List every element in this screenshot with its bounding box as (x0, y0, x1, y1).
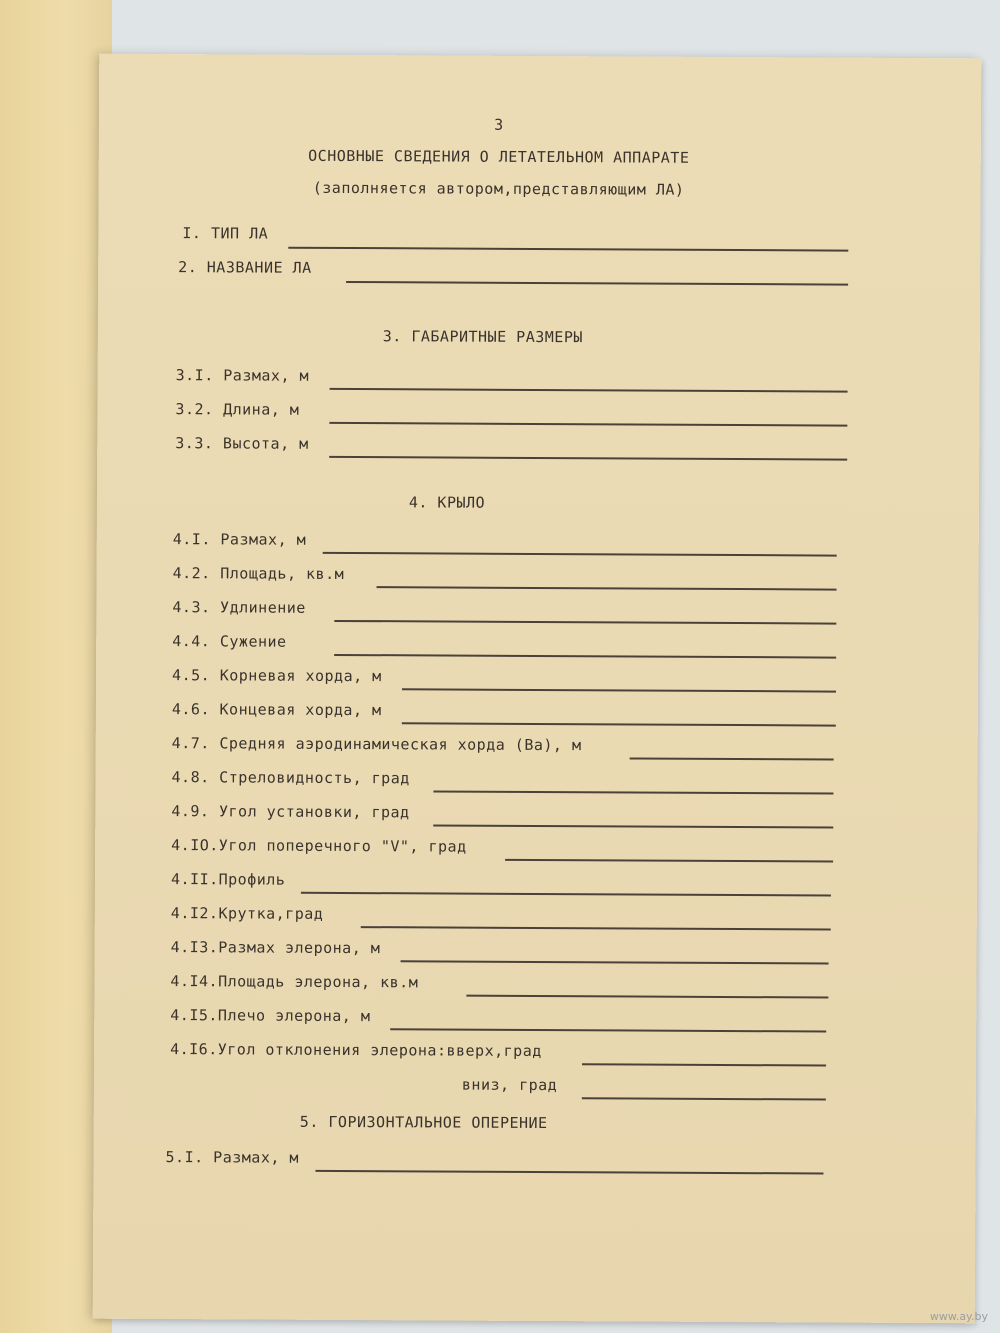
item-4-4-label: 4.4. Сужение (172, 632, 287, 651)
item-4-3-line[interactable] (334, 620, 836, 625)
field-type-label: I. ТИП ЛА (182, 224, 269, 243)
item-4-13-label: 4.I3.Размах элерона, м (170, 938, 381, 958)
item-4-4-line[interactable] (334, 654, 836, 659)
item-4-7-label: 4.7. Средняя аэродинамическая хорда (Ва), м (171, 734, 582, 755)
page-subtitle: (заполняется автором,представляющим ЛА) (312, 178, 685, 199)
item-4-10-label: 4.IO.Угол поперечного "V", град (171, 836, 467, 856)
item-4-12-label: 4.I2.Крутка,град (170, 904, 324, 923)
item-4-16-label: 4.I6.Угол отклонения элерона:вверх,град (170, 1040, 542, 1061)
field-type-line[interactable] (288, 247, 848, 252)
field-name-label: 2. НАЗВАНИЕ ЛА (178, 258, 312, 277)
item-4-3-label: 4.3. Удлинение (172, 598, 306, 617)
item-4-16-down-line[interactable] (582, 1097, 826, 1100)
item-4-7-line[interactable] (630, 757, 834, 760)
item-3-1-label: 3.I. Размах, м (175, 366, 310, 385)
item-4-14-label: 4.I4.Площадь элерона, кв.м (170, 972, 419, 992)
field-name-line[interactable] (346, 281, 848, 286)
item-3-3-label: 3.3. Высота, м (175, 434, 309, 453)
item-4-12-line[interactable] (361, 926, 831, 930)
section-3-heading: 3. ГАБАРИТНЫЕ РАЗМЕРЫ (382, 327, 583, 347)
page-title: ОСНОВНЫЕ СВЕДЕНИЯ О ЛЕТАТЕЛЬНОМ АППАРАТЕ (308, 146, 690, 167)
item-5-1-line[interactable] (315, 1170, 823, 1175)
item-3-2-label: 3.2. Длина, м (175, 400, 300, 419)
item-4-8-label: 4.8. Стреловидность, град (171, 768, 410, 788)
item-4-8-line[interactable] (433, 790, 833, 794)
item-4-5-label: 4.5. Корневая хорда, м (172, 666, 382, 686)
item-4-1-line[interactable] (323, 552, 837, 557)
item-4-2-line[interactable] (377, 586, 837, 590)
section-5-heading: 5. ГОРИЗОНТАЛЬНОЕ ОПЕРЕНИЕ (299, 1112, 548, 1133)
item-3-3-line[interactable] (329, 456, 847, 461)
item-4-15-label: 4.I5.Плечо элерона, м (170, 1006, 371, 1026)
item-4-9-line[interactable] (433, 824, 833, 828)
item-3-1-line[interactable] (330, 388, 848, 393)
item-4-6-label: 4.6. Концевая хорда, м (171, 700, 382, 720)
form-page (93, 54, 982, 1324)
item-4-14-line[interactable] (466, 995, 828, 999)
item-4-6-line[interactable] (402, 722, 836, 726)
item-4-5-line[interactable] (402, 688, 836, 692)
section-4-heading: 4. КРЫЛО (408, 493, 486, 512)
item-4-16-up-line[interactable] (582, 1063, 826, 1066)
item-4-15-line[interactable] (390, 1028, 826, 1032)
item-4-11-line[interactable] (301, 892, 831, 897)
item-4-2-label: 4.2. Площадь, кв.м (172, 564, 345, 583)
item-4-13-line[interactable] (401, 960, 829, 964)
item-4-11-label: 4.II.Профиль (170, 870, 286, 889)
item-5-1-label: 5.I. Размах, м (165, 1148, 300, 1167)
item-4-10-line[interactable] (505, 859, 833, 863)
item-3-2-line[interactable] (329, 422, 847, 427)
item-4-9-label: 4.9. Угол установки, град (171, 802, 410, 822)
item-4-1-label: 4.I. Размах, м (172, 530, 307, 549)
item-4-16-down-label: вниз, град (461, 1075, 558, 1095)
page-number: 3 (494, 115, 504, 134)
watermark: www.ay.by (929, 1310, 988, 1323)
